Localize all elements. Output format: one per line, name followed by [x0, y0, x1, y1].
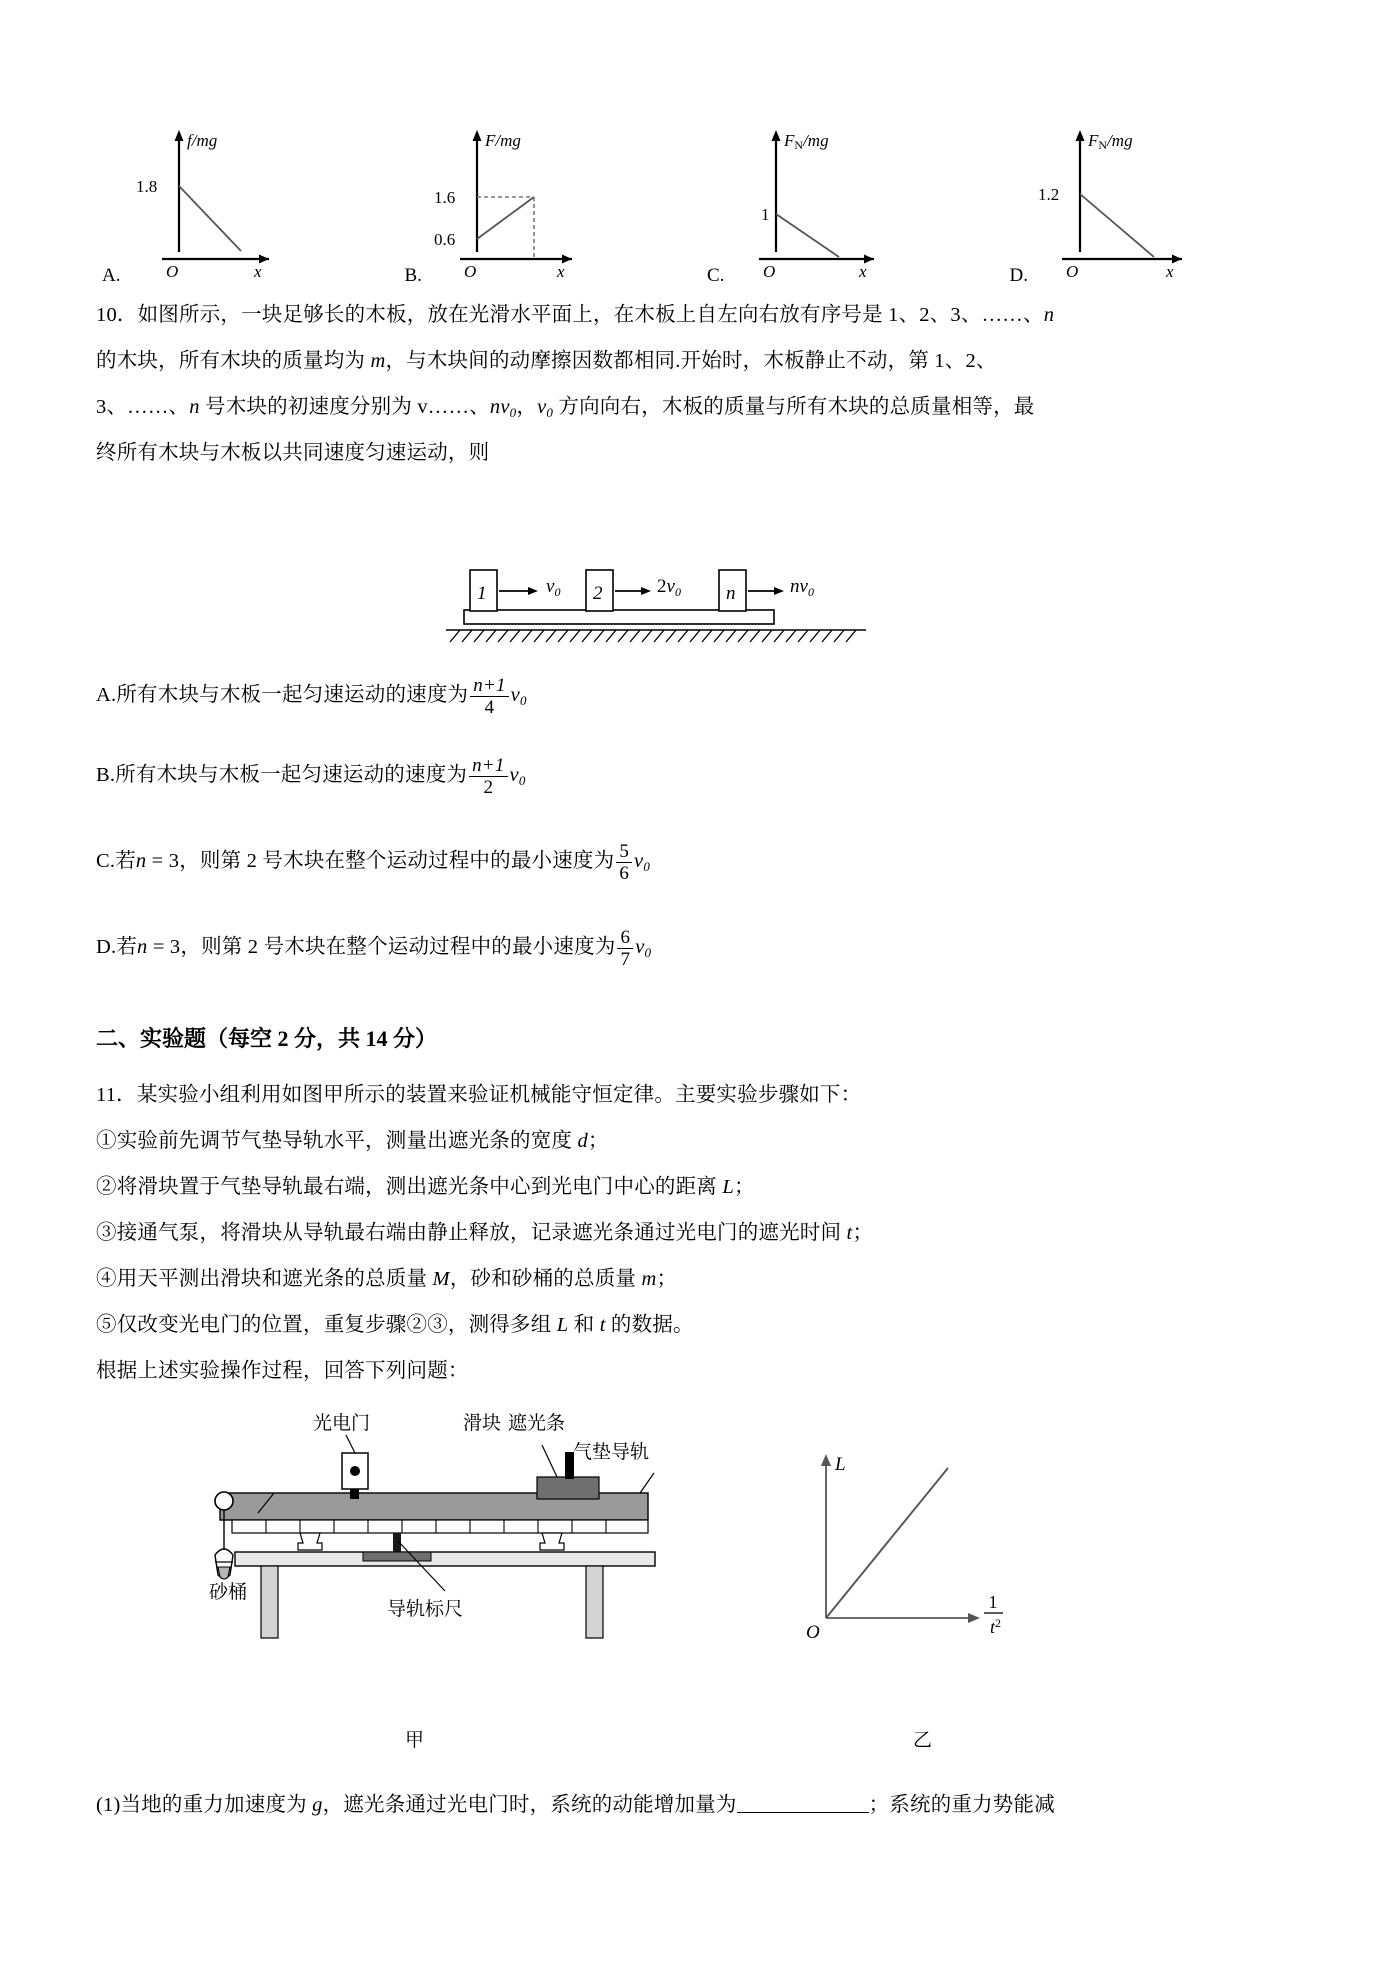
q10-opt-c-cond-n: n: [135, 850, 147, 872]
q10-var-n2: n: [189, 396, 200, 418]
q10-opt-b-den: 2: [469, 776, 507, 798]
q11-step3-var: t: [846, 1222, 853, 1244]
q11-step2-pre: ②将滑块置于气垫导轨最右端，测出遮光条中心到光电门中心的距离: [96, 1176, 723, 1198]
q10-opt-a-varsub: 0: [519, 693, 527, 708]
q11-step2-var: L: [722, 1176, 734, 1198]
svg-text:F/mg: F/mg: [484, 131, 521, 150]
q10-opt-b-num: n+1: [472, 754, 505, 776]
q10-sub-0a: 0: [509, 405, 517, 420]
q10-var-v0: v: [537, 396, 547, 418]
svg-text:2: 2: [593, 583, 603, 604]
q10-opt-c-varsub: 0: [643, 859, 651, 874]
choice-graph-row: [96, 120, 1306, 285]
graph-b-svg: [417, 124, 582, 281]
q10-option-a: [96, 672, 1306, 724]
graph-c-svg: [719, 124, 884, 281]
q10-opt-c-cond-eq: = 3: [146, 850, 180, 872]
L-vs-inverse-t-squared-svg: [800, 1430, 1050, 1650]
question10-figure: [446, 560, 866, 655]
q10-opt-c-pre: 若: [115, 850, 136, 872]
q11-step4-var: M: [432, 1268, 450, 1290]
q10-opt-d-label: D.: [96, 936, 117, 958]
q10-opt-d-text: ，则第 2 号木块在整个运动过程中的最小速度为: [180, 936, 616, 958]
blocks-on-board-svg: [446, 560, 866, 650]
svg-text:x: x: [859, 262, 867, 281]
q11-step2-post: ；: [733, 1176, 755, 1198]
choice-graph-d: [1004, 120, 1307, 285]
figure-yi-graph: [800, 1430, 1050, 1655]
q11-step5-var: L: [556, 1314, 569, 1336]
section-2-title: 二、实验题（每空 2 分，共 14 分）: [96, 1026, 438, 1051]
label-sand-bucket: 砂桶: [209, 1582, 248, 1603]
q10-opt-b-fraction: [469, 755, 507, 799]
svg-text:L: L: [835, 1454, 846, 1475]
svg-text:O: O: [463, 262, 476, 281]
question11-intro: 11．某实验小组利用如图甲所示的装置来验证机械能守恒定律。主要实验步骤如下：: [96, 1084, 862, 1106]
q10-opt-c-text: ，则第 2 号木块在整个运动过程中的最小速度为: [179, 850, 615, 872]
q10-text-3a: 3、……、: [96, 396, 190, 418]
q10-var-nv0: nv: [489, 396, 510, 418]
svg-text:n: n: [726, 583, 736, 604]
q11-step4-pre: ④用天平测出滑块和遮光条的总质量: [96, 1268, 433, 1290]
answer-blank-1[interactable]: [737, 1792, 869, 1813]
choice-graph-c: [701, 120, 1004, 285]
question10-line1: [96, 292, 1306, 338]
q10-opt-d-var: v: [635, 936, 645, 958]
q11-step5-post: 和: [568, 1314, 600, 1336]
choice-label-b: B.: [404, 265, 422, 286]
q11-step3-post: ；: [852, 1222, 874, 1244]
q10-option-b: [96, 752, 1306, 804]
svg-text:x: x: [556, 262, 565, 281]
svg-text:1.8: 1.8: [136, 177, 158, 196]
label-air-track: 气垫导轨: [573, 1442, 650, 1463]
q10-text-1a: 10．如图所示，一块足够长的木板，放在光滑水平面上，在木板上自左向右放有序号是 1、2、3、……、: [96, 304, 1044, 326]
q10-option-d: [96, 924, 1306, 976]
q11-sub1-b: ，遮光条通过光电门时，系统的动能增加量为: [322, 1794, 737, 1816]
q10-opt-b-var: v: [509, 764, 519, 786]
question11-step-5: [96, 1302, 1306, 1348]
question11-lead: 根据上述实验操作过程，回答下列问题：: [96, 1360, 469, 1382]
svg-text:t2: t2: [990, 1616, 1002, 1637]
q10-opt-b-label: B.: [96, 764, 116, 786]
q10-opt-d-cond-n: n: [137, 936, 148, 958]
q11-step4-post: ，砂和砂桶的总质量: [449, 1268, 642, 1290]
label-light-bar: 遮光条: [508, 1413, 566, 1434]
choice-label-a: A.: [102, 265, 121, 286]
q10-text-3b: 号木块的初速度分别为 v……、: [199, 396, 490, 418]
svg-text:O: O: [1065, 262, 1078, 281]
svg-text:1.6: 1.6: [433, 188, 455, 207]
q10-opt-a-den: 4: [470, 696, 508, 718]
choice-label-d: D.: [1009, 265, 1028, 286]
svg-text:f/mg: f/mg: [187, 131, 218, 150]
q10-opt-b-varsub: 0: [518, 773, 526, 788]
q10-opt-d-varsub: 0: [644, 945, 652, 960]
label-track-scale: 导轨标尺: [387, 1599, 464, 1620]
choice-graph-a: [96, 120, 399, 285]
svg-text:x: x: [1165, 262, 1174, 281]
q11-step1-pre: ①实验前先调节气垫导轨水平，测量出遮光条的宽度: [96, 1130, 578, 1152]
svg-text:nv0: nv0: [790, 576, 814, 599]
svg-text:O: O: [806, 1622, 820, 1643]
question11-sub1: [96, 1782, 1311, 1828]
svg-text:1.2: 1.2: [1037, 185, 1059, 204]
q10-opt-d-cond-eq: = 3: [147, 936, 181, 958]
svg-text:1: 1: [477, 583, 487, 604]
q11-step1-var: d: [577, 1130, 588, 1152]
q10-opt-d-den: 7: [617, 948, 633, 970]
q10-opt-d-pre: 若: [116, 936, 138, 958]
q11-step5-post2: 的数据。: [605, 1314, 694, 1336]
q11-step4-post2: ；: [656, 1268, 678, 1290]
q10-var-n1: n: [1043, 304, 1055, 326]
q10-opt-c-label: C.: [96, 850, 116, 872]
q11-sub1-c: ；系统的重力势能减: [868, 1794, 1055, 1816]
q10-opt-a-text: 所有木块与木板一起匀速运动的速度为: [116, 684, 469, 706]
svg-text:0.6: 0.6: [433, 230, 455, 249]
q10-text-3c: ，: [516, 396, 538, 418]
q10-opt-a-num: n+1: [473, 674, 506, 696]
q10-opt-c-fraction: [616, 841, 632, 885]
q11-step5-var2: t: [599, 1314, 606, 1336]
figure-caption-jia: 甲: [405, 1730, 425, 1751]
q10-text-3d: 方向向右，木板的质量与所有木块的总质量相等，最: [553, 396, 1035, 418]
q10-opt-a-var: v: [510, 684, 520, 706]
q10-var-m: m: [370, 350, 386, 372]
q11-step5-pre: ⑤仅改变光电门的位置，重复步骤②③，测得多组: [96, 1314, 557, 1336]
q10-option-c: [96, 838, 1306, 890]
question11-step-1: [96, 1118, 1306, 1164]
svg-text:x: x: [254, 262, 262, 281]
q10-sub-0b: 0: [546, 405, 554, 420]
svg-text:1: 1: [761, 205, 770, 224]
svg-text:v0: v0: [546, 576, 561, 599]
graph-a-svg: [114, 124, 279, 281]
q10-text-2b: ，与木块间的动摩擦因数都相同.开始时，木板静止不动，第 1、2、: [385, 350, 997, 372]
q11-sub1-a: (1)当地的重力加速度为: [96, 1794, 313, 1816]
q10-opt-a-label: A.: [96, 684, 117, 706]
svg-text:FN/mg: FN/mg: [784, 131, 829, 152]
q10-opt-d-num: 6: [620, 926, 631, 948]
choice-label-c: C.: [707, 265, 725, 286]
svg-text:O: O: [763, 262, 776, 281]
choice-graph-b: [399, 120, 702, 285]
q11-sub1-g: g: [312, 1794, 323, 1816]
question11-step-4: [96, 1256, 1306, 1302]
label-photogate: 光电门: [313, 1413, 371, 1434]
q11-step3-pre: ③接通气泵，将滑块从导轨最右端由静止释放，记录遮光条通过光电门的遮光时间: [96, 1222, 847, 1244]
q10-opt-d-fraction: [617, 927, 633, 971]
question10-line3: [96, 384, 1306, 436]
q10-opt-c-num: 5: [619, 840, 630, 862]
question11-step-3: [96, 1210, 1306, 1256]
question10-line4: 终所有木块与木板以共同速度匀速运动，则: [96, 442, 490, 464]
q10-opt-c-den: 6: [616, 862, 632, 884]
question10-line2: [96, 338, 1306, 384]
svg-text:FN/mg: FN/mg: [1087, 131, 1133, 152]
svg-text:2v0: 2v0: [657, 576, 681, 599]
question11-step-2: [96, 1164, 1306, 1210]
q10-opt-b-text: 所有木块与木板一起匀速运动的速度为: [115, 764, 468, 786]
q10-text-2a: 的木块，所有木块的质量均为: [96, 350, 371, 372]
q10-opt-c-var: v: [634, 850, 644, 872]
q11-step4-var2: m: [641, 1268, 657, 1290]
figure-caption-yi: 乙: [913, 1730, 933, 1751]
q10-opt-a-fraction: [470, 675, 508, 719]
graph-d-svg: [1022, 124, 1197, 281]
label-slider: 滑块: [463, 1413, 502, 1434]
svg-text:1: 1: [988, 1592, 998, 1612]
svg-text:O: O: [166, 262, 179, 281]
q11-step1-post: ；: [587, 1130, 609, 1152]
